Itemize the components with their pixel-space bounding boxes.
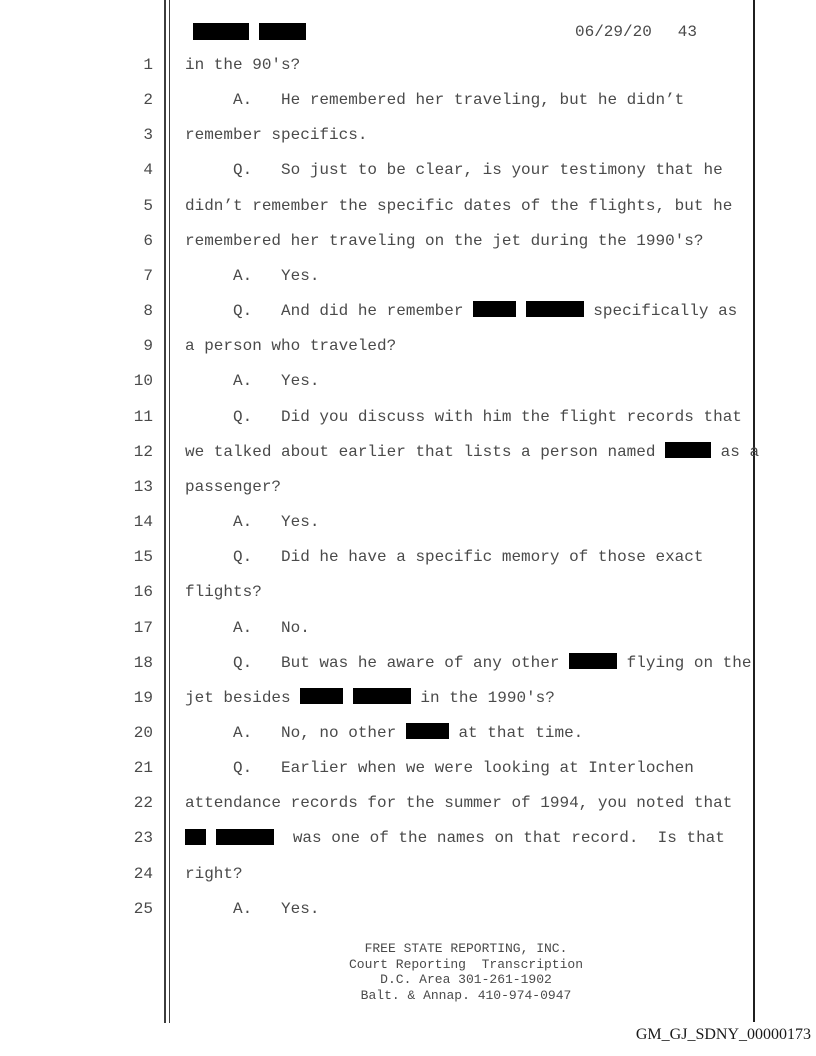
transcript-line [0,364,816,399]
transcript-line [0,118,816,153]
line-number: 21 [133,759,153,778]
footer-line-4: Balt. & Annap. 410-974-0947 [360,987,572,1003]
line-number: 14 [133,513,153,532]
transcript-line [0,892,816,927]
footer-line-1: FREE STATE REPORTING, INC. [364,941,568,956]
line-number: 6 [143,231,153,250]
line-number: 24 [133,864,153,883]
transcript-line [0,224,816,259]
line-text: right? [185,864,243,883]
line-number: 2 [143,91,153,110]
redaction-bar [473,301,516,317]
header-date: 06/29/20 [574,23,652,41]
line-text: Q. So just to be clear, is your testimony that he [185,161,723,180]
line-number: 3 [143,126,153,145]
line-number: 16 [133,583,153,602]
line-text: a person who traveled? [185,337,397,356]
redaction-bar [665,442,711,458]
line-number: 12 [133,442,153,461]
line-text: A. Yes. [185,513,320,532]
line-number: 25 [133,899,153,918]
header-date-page [575,23,697,41]
transcript-line [0,716,816,751]
line-number: 13 [133,477,153,496]
transcript-line [0,646,816,681]
line-number: 8 [143,302,153,321]
line-text: we talked about earlier that lists a person named as a [185,442,760,461]
transcript-line [0,786,816,821]
footer-line-3: D.C. Area 301-261-1902 [380,972,552,987]
line-number: 15 [133,548,153,567]
line-number: 22 [133,794,153,813]
line-text: A. No. [185,618,310,637]
transcript-line [0,540,816,575]
footer-line-2: Court Reporting Transcription [348,956,584,972]
line-number: 17 [133,618,153,637]
line-number: 11 [133,407,153,426]
transcript-line [0,83,816,118]
transcript-line [0,329,816,364]
line-number: 7 [143,266,153,285]
line-number: 9 [143,337,153,356]
line-text: Q. But was he aware of any other flying on the [185,653,752,672]
transcript-line [0,189,816,224]
transcript-line [0,505,816,540]
reporter-footer [185,941,747,1003]
line-text: Q. Did he have a specific memory of those exact [185,548,704,567]
transcript-line [0,681,816,716]
line-text: A. Yes. [185,372,320,391]
bates-number: GM_GJ_SDNY_00000173 [635,1026,811,1043]
transcript-line [0,48,816,83]
redaction-bar [406,723,449,739]
redaction-bar [185,829,206,845]
line-text: Q. And did he remember specifically as [185,302,738,321]
transcript-line [0,751,816,786]
line-number: 5 [143,196,153,215]
transcript-line [0,400,816,435]
transcript-line [0,857,816,892]
line-text: Q. Did you discuss with him the flight records that [185,407,742,426]
line-text: flights? [185,583,262,602]
line-text: remember specifics. [185,126,368,145]
redaction-bar [569,653,617,669]
transcript-line [0,259,816,294]
transcript-line [0,294,816,329]
line-text: attendance records for the summer of 1994, you noted that [185,794,733,813]
line-number: 20 [133,723,153,742]
line-text: didn’t remember the specific dates of the flights, but he [185,196,733,215]
line-text: in the 90's? [185,56,301,74]
transcript-line [0,470,816,505]
redaction-bar [353,688,411,704]
line-text: A. Yes. [185,899,320,918]
redaction-bar [300,688,343,704]
transcript-line [0,435,816,470]
redaction-bar [526,301,584,317]
line-number: 10 [133,372,153,391]
redaction-bar [193,23,249,40]
line-number: 18 [133,653,153,672]
line-number: 1 [143,56,153,74]
line-text: jet besides in the 1990's? [185,688,555,707]
line-number: 19 [133,688,153,707]
line-text: A. He remembered her traveling, but he didn’t [185,91,685,110]
line-text: passenger? [185,477,282,496]
line-text: remembered her traveling on the jet during the 1990's? [185,231,704,250]
transcript-lines [0,48,816,927]
line-number: 4 [143,161,153,180]
page-header [0,23,816,41]
redaction-bar [216,829,274,845]
header-page-number: 43 [677,23,697,41]
transcript-line [0,575,816,610]
line-text: A. Yes. [185,266,320,285]
redaction-bar [259,23,306,40]
line-number: 23 [133,829,153,848]
line-text: was one of the names on that record. Is that [185,821,725,856]
transcript-line [0,153,816,188]
line-text: A. No, no other at that time. [185,723,584,742]
line-text: Q. Earlier when we were looking at Interlochen [185,759,694,778]
header-redactions [193,23,306,40]
transcript-line [0,821,816,856]
transcript-line [0,611,816,646]
